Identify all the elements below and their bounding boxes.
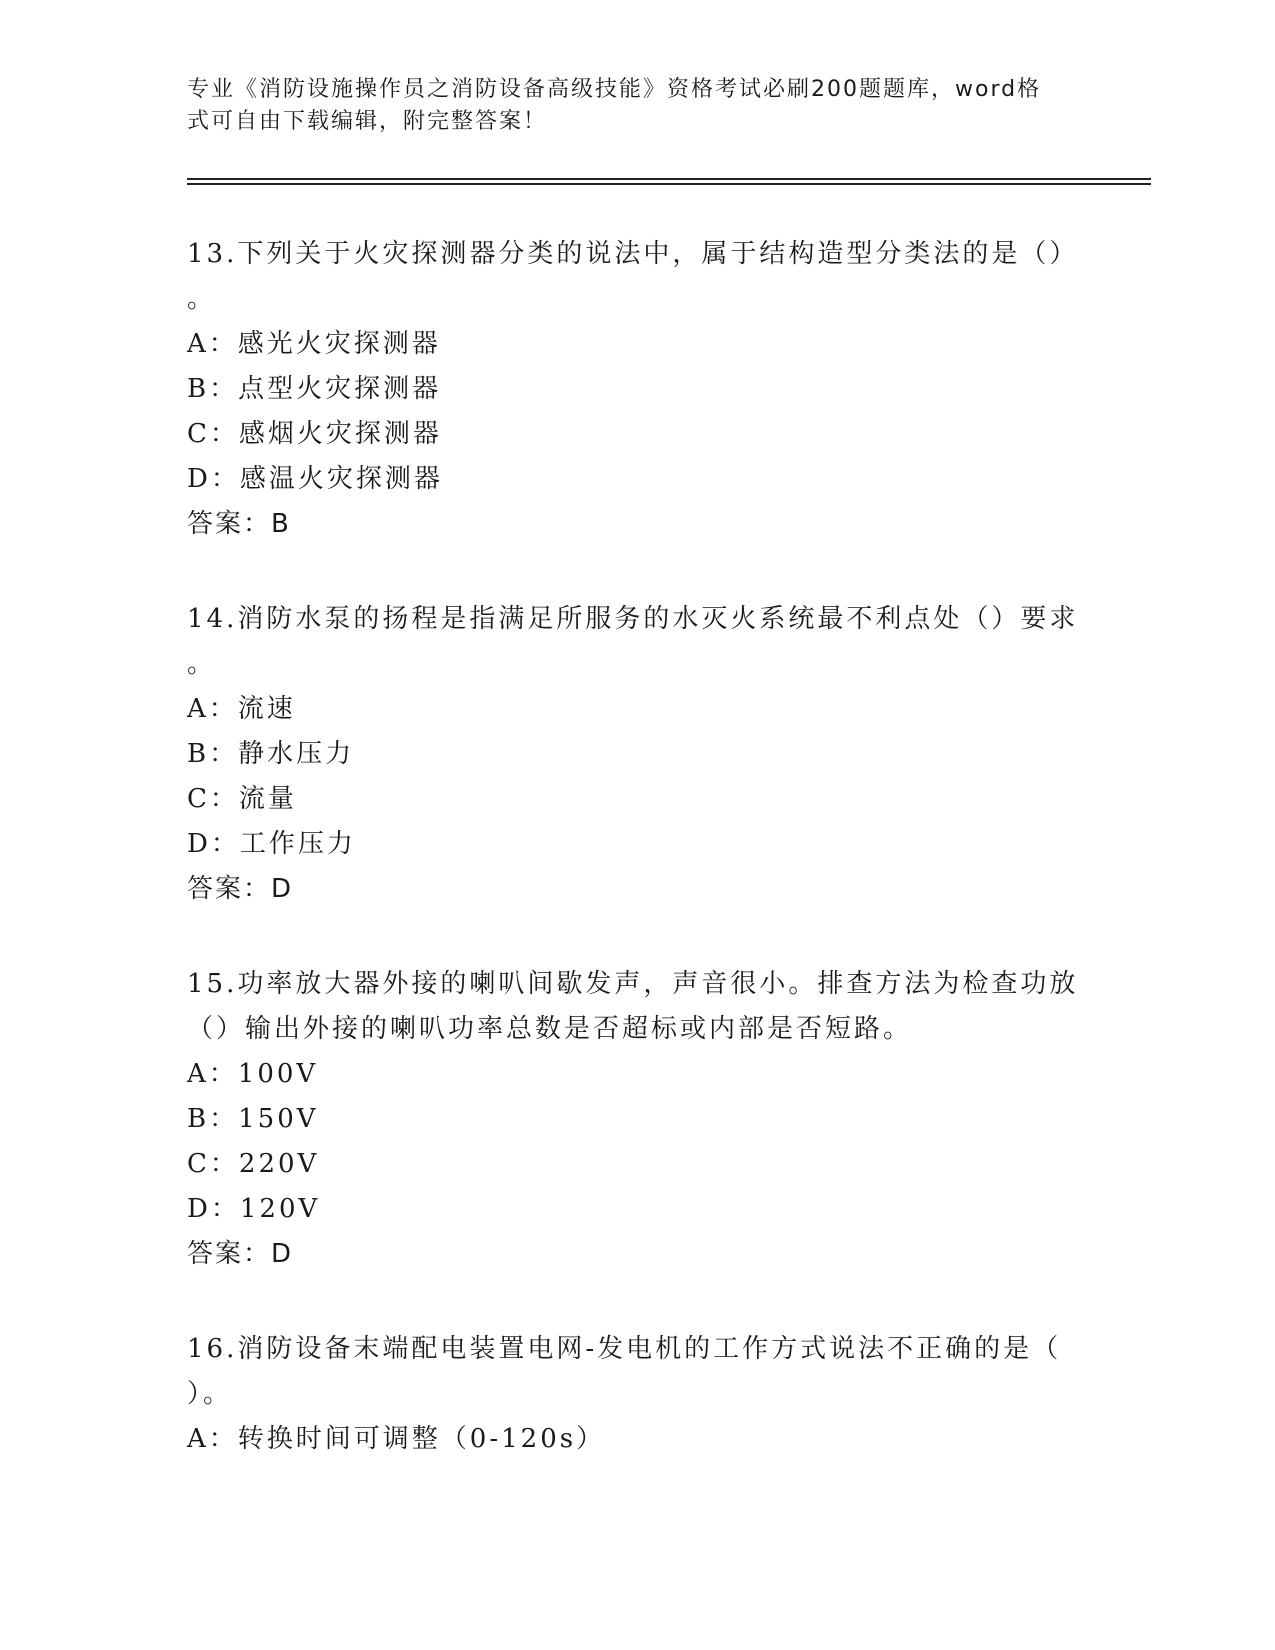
option-c [187, 1142, 1087, 1187]
option-key: B： [187, 374, 239, 404]
option-text: 静水压力 [238, 739, 355, 769]
option-a [187, 1417, 1087, 1462]
question-stem: 16.消防设备末端配电装置电网-发电机的工作方式说法不正确的是（ [187, 1334, 1062, 1364]
option-key: D： [187, 1194, 240, 1224]
option-key: A： [187, 1059, 238, 1089]
option-b [187, 1097, 1087, 1142]
option-text: 120V [239, 1194, 321, 1224]
option-d [187, 457, 1087, 502]
option-key: C： [187, 784, 239, 814]
option-text: 感温火灾探测器 [239, 464, 443, 494]
header-line-1: 专业《消防设施操作员之消防设备高级技能》资格考试必刷200题题库，word格 [187, 77, 1042, 102]
question-15 [187, 962, 1087, 1277]
question-stem-continuation: 。 [187, 284, 217, 314]
option-a [187, 687, 1087, 732]
header-rule-bottom [187, 183, 1151, 185]
question-list [187, 232, 1087, 1512]
question-stem-continuation: 。 [187, 649, 217, 679]
option-text: 感烟火灾探测器 [238, 419, 442, 449]
option-d [187, 1187, 1087, 1232]
option-b [187, 367, 1087, 412]
option-key: A： [187, 329, 238, 359]
option-c [187, 412, 1087, 457]
option-text: 流速 [237, 694, 296, 724]
answer-line: 答案：D [187, 1239, 294, 1269]
question-stem-continuation: ）。 [187, 1379, 233, 1409]
option-key: B： [187, 1104, 239, 1134]
header-rule-top [187, 178, 1151, 180]
option-key: C： [187, 419, 239, 449]
question-16 [187, 1327, 1087, 1462]
option-key: A： [187, 1424, 238, 1454]
option-text: 150V [238, 1104, 319, 1134]
answer-line: 答案：D [187, 874, 294, 904]
document-header [187, 74, 1067, 138]
question-13 [187, 232, 1087, 547]
question-stem: 15.功率放大器外接的喇叭间歇发声，声音很小。排查方法为检查功放 [187, 969, 1079, 999]
option-key: D： [187, 464, 240, 494]
question-stem-continuation: （）输出外接的喇叭功率总数是否超标或内部是否短路。 [187, 1014, 913, 1044]
option-d [187, 822, 1087, 867]
option-text: 感光火灾探测器 [237, 329, 441, 359]
answer-line: 答案：B [187, 509, 291, 539]
option-text: 点型火灾探测器 [238, 374, 442, 404]
option-c [187, 777, 1087, 822]
question-stem: 13.下列关于火灾探测器分类的说法中，属于结构造型分类法的是（） [187, 239, 1079, 269]
question-14 [187, 597, 1087, 912]
option-key: B： [187, 739, 239, 769]
option-a [187, 322, 1087, 367]
option-text: 220V [238, 1149, 320, 1179]
option-key: C： [187, 1149, 239, 1179]
option-text: 流量 [238, 784, 297, 814]
option-key: A： [187, 694, 238, 724]
option-text: 100V [237, 1059, 319, 1089]
header-line-2: 式可自由下载编辑，附完整答案！ [187, 109, 548, 134]
question-stem: 14.消防水泵的扬程是指满足所服务的水灭火系统最不利点处（）要求 [187, 604, 1079, 634]
option-a [187, 1052, 1087, 1097]
option-b [187, 732, 1087, 777]
option-key: D： [187, 829, 240, 859]
option-text: 转换时间可调整（0-120s） [237, 1424, 606, 1454]
option-text: 工作压力 [239, 829, 356, 859]
